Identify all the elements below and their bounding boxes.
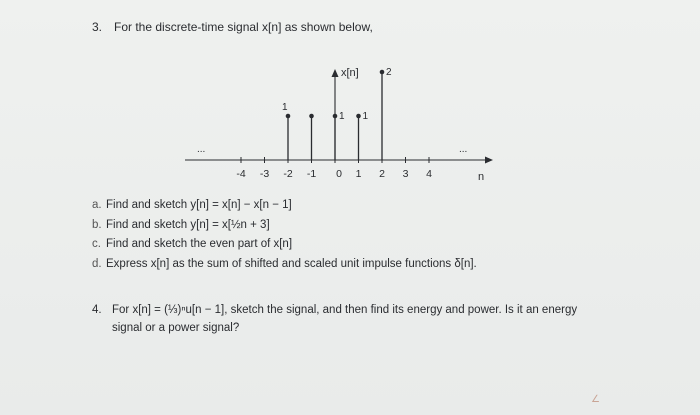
question-3-number: 3. xyxy=(92,20,103,34)
stem-dot xyxy=(286,114,291,119)
x-axis-label: n xyxy=(478,171,485,183)
right-continuation: ... xyxy=(459,144,468,155)
part-b: b. Find and sketch y[n] = x[½n + 3] xyxy=(92,218,270,231)
tick-label: 0 xyxy=(336,168,342,180)
stem-dot xyxy=(333,114,338,119)
tick-label: 2 xyxy=(379,168,385,180)
tick-label: 1 xyxy=(355,168,362,180)
tick-label: -3 xyxy=(259,168,270,180)
tick-label: -4 xyxy=(236,168,246,180)
question-4-line-1: For x[n] = (⅓)ⁿu[n − 1], sketch the signal, and then find its energy and power. Is it an energy xyxy=(112,304,578,316)
part-d: d. Express x[n] as the sum of shifted and scaled unit impulse functions δ[n]. xyxy=(92,257,477,270)
y-axis-arrow xyxy=(332,69,339,77)
tick-label: -1 xyxy=(306,168,317,180)
stem-dot xyxy=(380,70,385,75)
question-4-number: 4. xyxy=(92,304,102,316)
part-c: c. Find and sketch the even part of x[n] xyxy=(92,238,293,250)
stem-value-label: 1 xyxy=(362,111,369,122)
left-continuation: ... xyxy=(197,144,206,155)
tick-label: -2 xyxy=(283,168,293,180)
stem-dot xyxy=(356,114,361,119)
question-4-line-2: signal or a power signal? xyxy=(112,322,240,334)
y-axis-label: x[n] xyxy=(341,67,359,79)
part-a: a. Find and sketch y[n] = x[n] − x[n − 1] xyxy=(92,199,292,211)
stem-value-label: 1 xyxy=(339,111,345,122)
question-4 xyxy=(92,301,652,337)
stem-dot xyxy=(309,114,314,119)
question-3-prompt: For the discrete-time signal x[n] as shown below, xyxy=(114,20,373,34)
stem-value-label: 2 xyxy=(386,67,392,78)
x-axis-arrow xyxy=(485,157,493,164)
stem-value-label: 1 xyxy=(282,102,288,113)
tick-label: 4 xyxy=(426,168,432,180)
tick-label: 3 xyxy=(402,168,409,180)
stray-pen-mark: ∠ xyxy=(591,394,600,405)
question-3-parts xyxy=(92,196,477,274)
